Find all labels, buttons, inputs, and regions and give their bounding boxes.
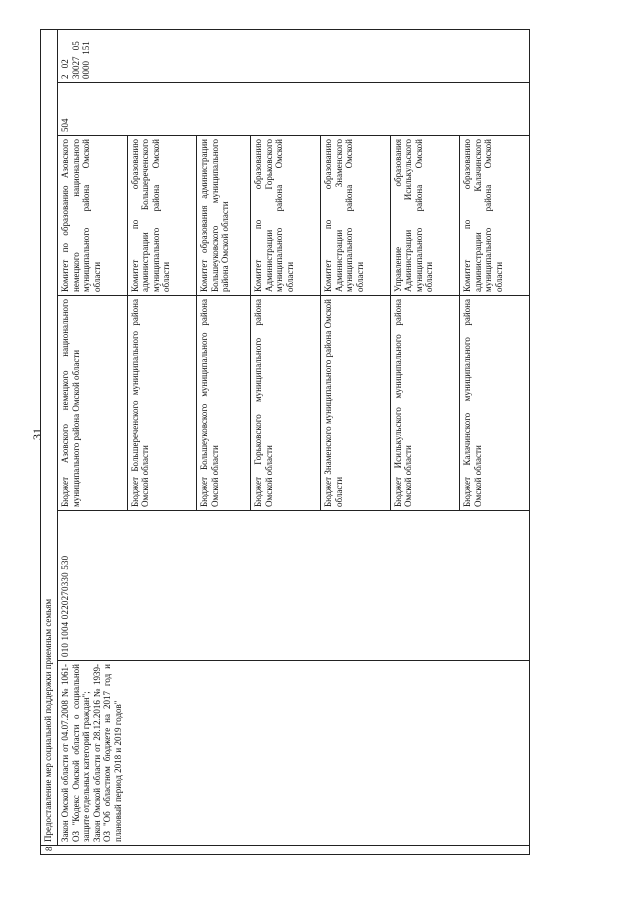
- recipient-cell: Бюджет Горьковского муниципального района Омской области: [251, 296, 321, 511]
- administrator-cell: Комитет по образованию администрации Большереченского муниципального района Омской области: [127, 136, 197, 296]
- administrator-cell: Комитет по образованию Азовского немецкого национального муниципального района Омской области: [58, 136, 128, 296]
- row-number-cell: 8: [41, 846, 530, 855]
- budget-table: [40, 29, 530, 855]
- recipient-cell: Бюджет Большереченского муниципального района Омской области: [127, 296, 197, 511]
- group-header-cell: Предоставление мер социальной поддержки приемным семьям: [41, 29, 58, 845]
- recipient-cell: Бюджет Большеуковского муниципального района Омской области: [197, 296, 251, 511]
- admin-code: 504: [60, 118, 70, 132]
- recipient-cell: Бюджет Знаменского муниципального района Омской области: [321, 296, 391, 511]
- administrator-cell: Управление образования Администрации Исилькульского муниципального района Омской области: [390, 136, 460, 296]
- revenue-code: 2 02 30027 05 0000 151: [58, 30, 529, 83]
- legal-basis-line: Закон Омской области от 28.12.2016 № 1939-ОЗ "Об областном бюджете на 2017 год и плановый период 2018 и 2019 годов": [91, 664, 123, 842]
- codes-cell: [58, 29, 530, 135]
- legal-basis-line: Закон Омской области от 04.07.2008 № 1061-ОЗ "Кодекс Омской области о социальной защите отдельных категорий граждан";: [60, 664, 91, 842]
- administrator-cell: Комитет по образованию администрации Калачинского муниципального района Омской области: [460, 136, 530, 296]
- administrator-cell: Комитет образования администрации Большеуковского муниципального района Омской области: [197, 136, 251, 296]
- rotated-table-container: [40, 30, 530, 855]
- table-row: [58, 29, 128, 854]
- recipient-cell: Бюджет Калачинского муниципального района Омской области: [460, 296, 530, 511]
- administrator-cell: Комитет по образованию Администрации Знаменского муниципального района Омской области: [321, 136, 391, 296]
- budget-code-cell: 010 1004 0220270330 530: [58, 511, 530, 661]
- administrator-cell: Комитет по образованию Администрации Горьковского муниципального района Омской области: [251, 136, 321, 296]
- recipient-cell: Бюджет Азовского немецкого национального муниципального района Омской области: [58, 296, 128, 511]
- page-number: 31: [30, 428, 44, 440]
- group-header-row: [41, 29, 58, 854]
- legal-basis-cell: [58, 661, 530, 846]
- recipient-cell: Бюджет Исилькульского муниципального района Омской области: [390, 296, 460, 511]
